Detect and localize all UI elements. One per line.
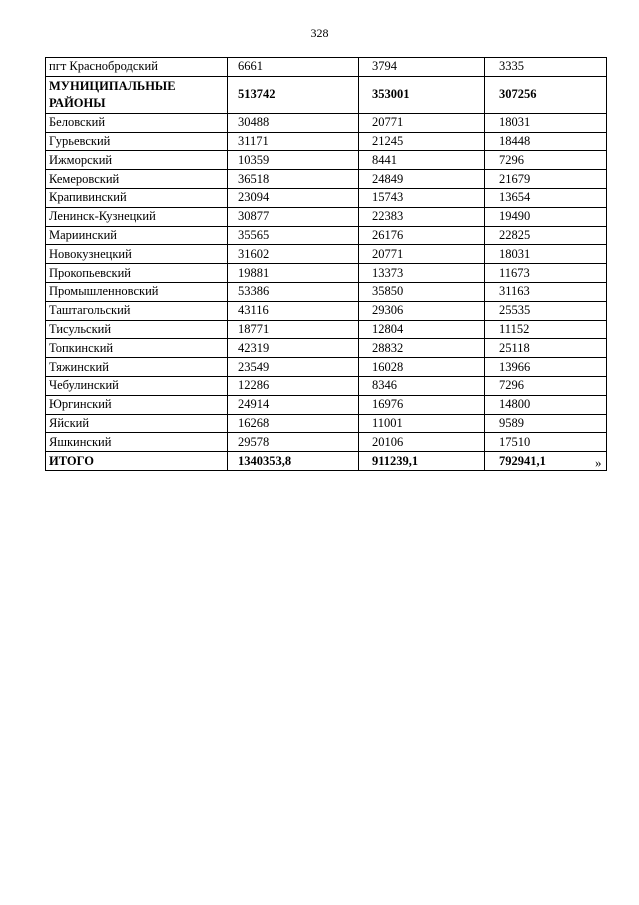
row-name-cell: Мариинский: [46, 226, 228, 245]
row-name-cell: ИТОГО: [46, 452, 228, 471]
value-cell-3: 11673: [485, 264, 607, 283]
row-name-cell: Ижморский: [46, 151, 228, 170]
row-name-cell: Промышленновский: [46, 282, 228, 301]
value-cell-1: 513742: [228, 76, 359, 113]
value-cell-1: 29578: [228, 433, 359, 452]
table-body: [46, 58, 607, 471]
value-cell-3: 9589: [485, 414, 607, 433]
value-cell-1: 43116: [228, 301, 359, 320]
value-cell-1: 12286: [228, 376, 359, 395]
closing-quote: »: [595, 455, 602, 470]
value-cell-1: 16268: [228, 414, 359, 433]
value-cell-1: 31602: [228, 245, 359, 264]
table-row: [46, 414, 607, 433]
table-row: [46, 245, 607, 264]
value-cell-2: 15743: [359, 188, 485, 207]
table-row: [46, 132, 607, 151]
value-cell-2: 8346: [359, 376, 485, 395]
table-row: [46, 320, 607, 339]
row-name-cell: Тяжинский: [46, 358, 228, 377]
value-cell-1: 31171: [228, 132, 359, 151]
value-cell-1: 36518: [228, 170, 359, 189]
value-cell-3: 307256: [485, 76, 607, 113]
row-name-cell: Юргинский: [46, 395, 228, 414]
table-row: [46, 433, 607, 452]
value-cell-1: 53386: [228, 282, 359, 301]
table-row: [46, 339, 607, 358]
value-cell-2: 20771: [359, 113, 485, 132]
row-name-cell: МУНИЦИПАЛЬНЫЕ РАЙОНЫ: [46, 76, 228, 113]
table-row: [46, 226, 607, 245]
value-cell-2: 28832: [359, 339, 485, 358]
value-cell-3: 3335: [485, 58, 607, 77]
row-name-cell: Новокузнецкий: [46, 245, 228, 264]
value-cell-1: 42319: [228, 339, 359, 358]
value-cell-2: 35850: [359, 282, 485, 301]
row-name-cell: Яшкинский: [46, 433, 228, 452]
value-cell-2: 16028: [359, 358, 485, 377]
table-row: [46, 207, 607, 226]
table-row: [46, 282, 607, 301]
value-cell-3: 25118: [485, 339, 607, 358]
table-row: [46, 58, 607, 77]
value-cell-2: 20106: [359, 433, 485, 452]
value-cell-2: 13373: [359, 264, 485, 283]
value-cell-2: 26176: [359, 226, 485, 245]
value-cell-3: 18448: [485, 132, 607, 151]
table-row: [46, 376, 607, 395]
table-row: [46, 188, 607, 207]
table-row: [46, 452, 607, 471]
row-name-cell: Яйский: [46, 414, 228, 433]
value-cell-3: 13966: [485, 358, 607, 377]
value-cell-3: 18031: [485, 113, 607, 132]
value-cell-2: 24849: [359, 170, 485, 189]
value-cell-3: 792941,1: [485, 452, 607, 471]
value-cell-1: 24914: [228, 395, 359, 414]
page-number: 328: [310, 26, 329, 40]
table-row: [46, 301, 607, 320]
row-name-cell: Тисульский: [46, 320, 228, 339]
value-cell-2: 29306: [359, 301, 485, 320]
value-cell-1: 18771: [228, 320, 359, 339]
value-cell-2: 20771: [359, 245, 485, 264]
table-row: [46, 264, 607, 283]
value-cell-3: 13654: [485, 188, 607, 207]
value-cell-3: 22825: [485, 226, 607, 245]
value-cell-2: 353001: [359, 76, 485, 113]
value-cell-1: 23094: [228, 188, 359, 207]
value-cell-3: 19490: [485, 207, 607, 226]
value-cell-3: 31163: [485, 282, 607, 301]
value-cell-2: 22383: [359, 207, 485, 226]
row-name-cell: Гурьевский: [46, 132, 228, 151]
value-cell-1: 6661: [228, 58, 359, 77]
table-row: [46, 151, 607, 170]
table-row: [46, 113, 607, 132]
value-cell-2: 12804: [359, 320, 485, 339]
table-row: [46, 170, 607, 189]
row-name-cell: Беловский: [46, 113, 228, 132]
value-cell-2: 911239,1: [359, 452, 485, 471]
value-cell-2: 21245: [359, 132, 485, 151]
value-cell-1: 30877: [228, 207, 359, 226]
table-row: [46, 76, 607, 113]
row-name-cell: Кемеровский: [46, 170, 228, 189]
value-cell-1: 1340353,8: [228, 452, 359, 471]
value-cell-3: 7296: [485, 151, 607, 170]
row-name-cell: Таштагольский: [46, 301, 228, 320]
table-row: [46, 395, 607, 414]
value-cell-1: 23549: [228, 358, 359, 377]
value-cell-2: 16976: [359, 395, 485, 414]
value-cell-2: 8441: [359, 151, 485, 170]
value-cell-3: 21679: [485, 170, 607, 189]
table-row: [46, 358, 607, 377]
value-cell-3: 14800: [485, 395, 607, 414]
value-cell-1: 35565: [228, 226, 359, 245]
row-name-cell: пгт Краснобродский: [46, 58, 228, 77]
value-cell-1: 30488: [228, 113, 359, 132]
row-name-cell: Ленинск-Кузнецкий: [46, 207, 228, 226]
value-cell-3: 25535: [485, 301, 607, 320]
value-cell-3: 17510: [485, 433, 607, 452]
value-cell-3: 11152: [485, 320, 607, 339]
row-name-cell: Крапивинский: [46, 188, 228, 207]
value-cell-1: 19881: [228, 264, 359, 283]
value-cell-2: 3794: [359, 58, 485, 77]
row-name-cell: Топкинский: [46, 339, 228, 358]
row-name-cell: Прокопьевский: [46, 264, 228, 283]
data-table: [45, 57, 607, 471]
value-cell-1: 10359: [228, 151, 359, 170]
value-cell-3: 7296: [485, 376, 607, 395]
value-cell-2: 11001: [359, 414, 485, 433]
value-cell-3: 18031: [485, 245, 607, 264]
row-name-cell: Чебулинский: [46, 376, 228, 395]
